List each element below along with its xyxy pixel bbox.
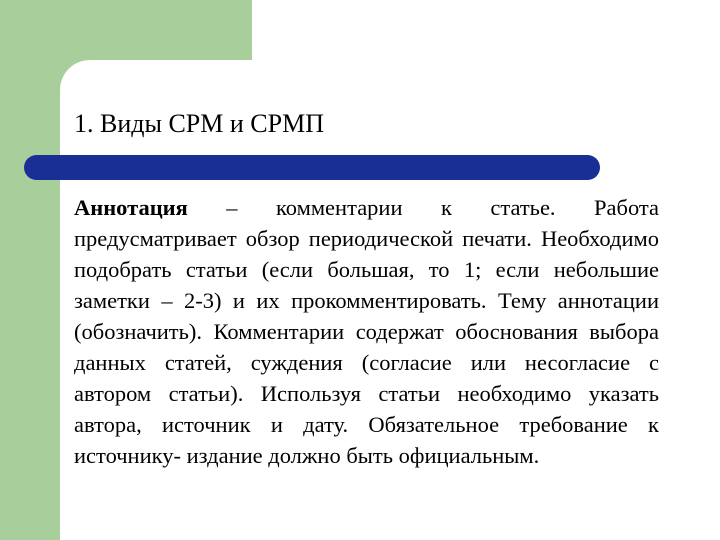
slide-title: 1. Виды СРМ и СРМП: [74, 109, 324, 138]
title-underline-bar: [24, 155, 600, 180]
body-text: – комментарии к статье. Работа предусматривает обзор периодической печати. Необходимо подобрать статьи (если большая, то 1; если небольшие заметки – 2-3) и их прокомментировать. Тему аннотации (обозначить). Комментарии содержат обоснования выбора данных статей, суждения (согласие или несогласие с автором статьи). Используя статьи необходимо указать автора, источник и дату. Обязательное требование к источнику- издание должно быть официальным.: [74, 195, 659, 468]
slide-body: [74, 192, 659, 471]
term-annotation: Аннотация: [74, 195, 188, 220]
